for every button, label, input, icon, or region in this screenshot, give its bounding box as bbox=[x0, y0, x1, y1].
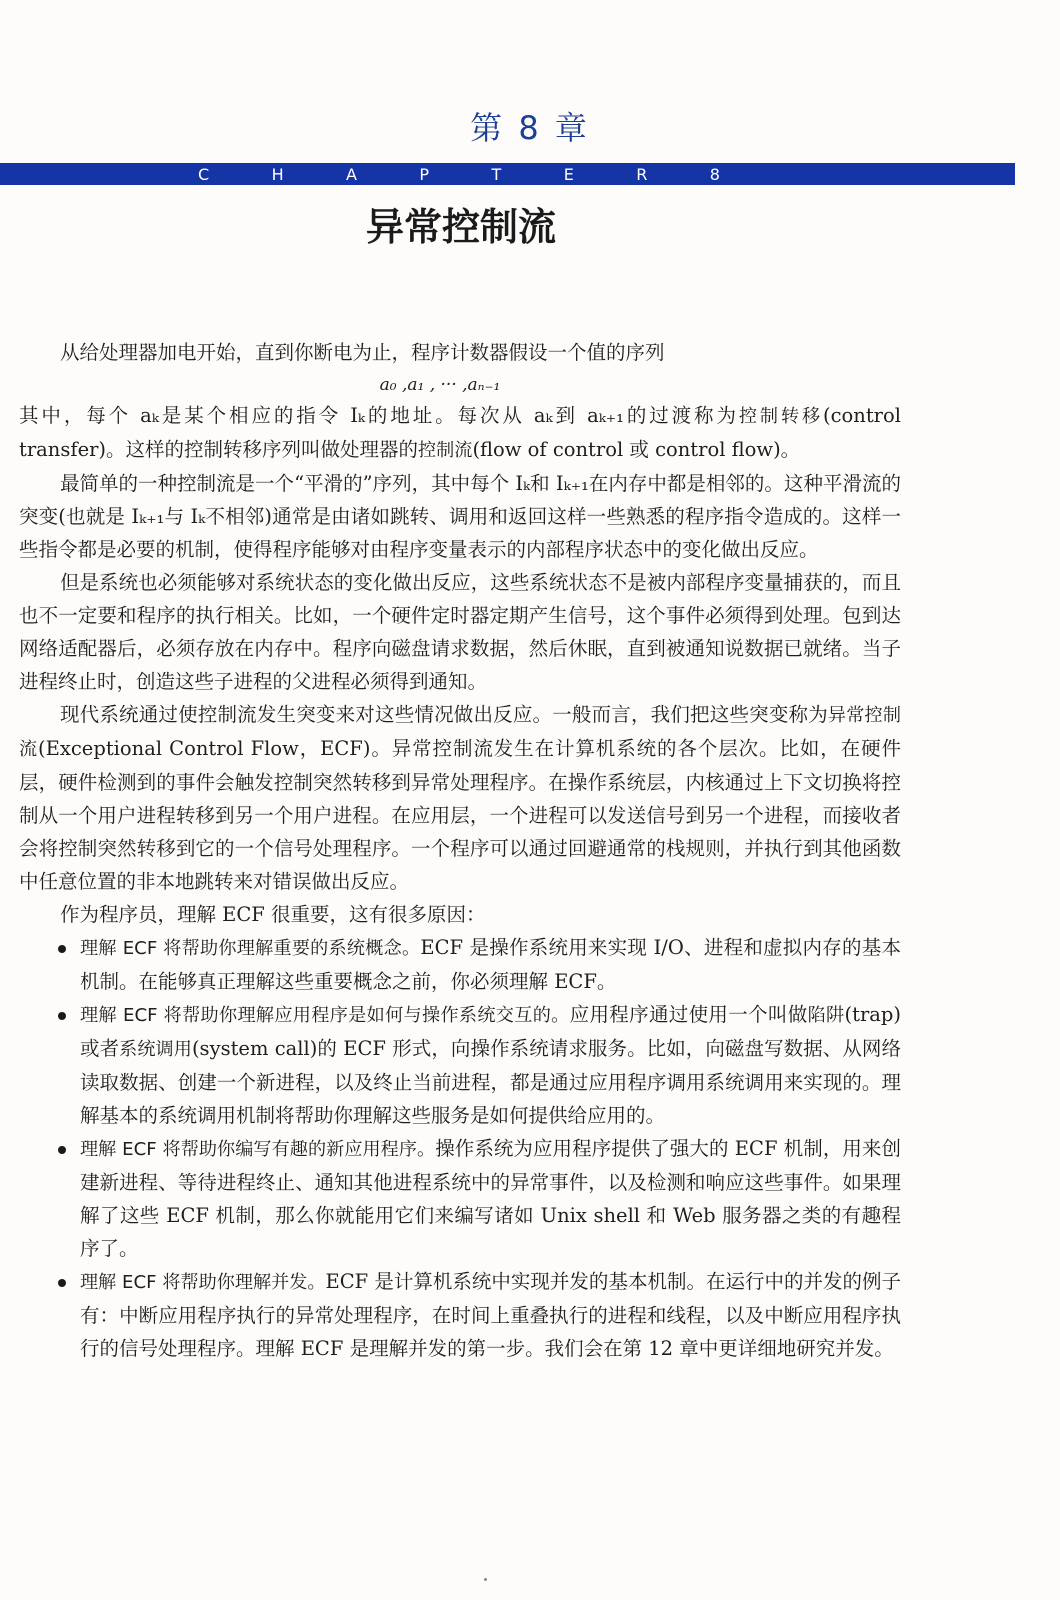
scan-speck bbox=[484, 1578, 487, 1581]
bullet-text: 应用程序通过使用一个叫做 bbox=[569, 1003, 808, 1026]
list-item bbox=[19, 998, 901, 1132]
chapter-banner bbox=[0, 163, 1015, 185]
banner-letter: A bbox=[346, 164, 357, 184]
bullet-lead: 理解 ECF 将帮助你编写有趣的新应用程序。 bbox=[80, 1139, 436, 1160]
bullet-lead: 理解 ECF 将帮助你理解重要的系统概念。 bbox=[80, 938, 421, 959]
bullet-text: (system call)的 ECF 形式，向操作系统请求服务。比如，向磁盘写数据、从网络读取数据、创建一个新进程，以及终止当前进程，都是通过应用程序调用系统调用来实现的。理解基本的系统调用机制将帮助你理解这些服务是如何提供给应用的。 bbox=[80, 1037, 901, 1127]
list-item bbox=[19, 1265, 901, 1365]
banner-letter: P bbox=[419, 164, 430, 184]
bullet-text: ECF 是操作系统用来实现 I/O、进程和虚拟内存的基本机制。在能够真正理解这些重要概念之前，你必须理解 ECF。 bbox=[80, 936, 901, 993]
list-item bbox=[19, 1132, 901, 1265]
list-item bbox=[19, 931, 901, 998]
bullet-text: ECF 是计算机系统中实现并发的基本机制。在运行中的并发的例子有：中断应用程序执行的异常处理程序，在时间上重叠执行的进程和线程，以及中断应用程序执行的信号处理程序。理解 ECF 是理解并发的第一步。我们会在第 12 章中更详细地研究并发。 bbox=[80, 1270, 901, 1360]
term-control-flow: 控制流 bbox=[418, 440, 473, 461]
banner-letter: 8 bbox=[709, 164, 720, 184]
text-span: 其中，每个 aₖ是某个相应的指令 Iₖ的地址。每次从 aₖ到 aₖ₊₁的过渡称为 bbox=[19, 404, 739, 427]
reasons-list bbox=[19, 931, 901, 1365]
bullet-text: (trap)或者 bbox=[80, 1003, 901, 1060]
chapter-number: 第 8 章 bbox=[470, 109, 590, 147]
bullet-icon bbox=[58, 1146, 66, 1154]
sequence-formula: a₀ ,a₁ , ··· ,aₙ₋₁ bbox=[379, 375, 501, 395]
text-span: (flow of control 或 control flow)。 bbox=[472, 438, 801, 461]
text-span: 现代系统通过使控制流发生突变来对这些情况做出反应。一般而言，我们把这些突变称为 bbox=[59, 703, 828, 726]
chapter-title: 异常控制流 bbox=[365, 204, 556, 249]
paragraph: 作为程序员，理解 ECF 很重要，这有很多原因： bbox=[59, 903, 486, 926]
bullet-lead: 理解 ECF 将帮助你理解应用程序是如何与操作系统交互的。 bbox=[80, 1005, 570, 1026]
paragraph bbox=[19, 399, 901, 467]
paragraph: 最简单的一种控制流是一个“平滑的”序列，其中每个 Iₖ和 Iₖ₊₁在内存中都是相邻的。这种平滑流的突变(也就是 Iₖ₊₁与 Iₖ不相邻)通常是由诸如跳转、调用和返回这样一些熟悉的程序指令造成的。这样一些指令都是必要的机制，使得程序能够对由程序变量表示的内部程序状态中的变化做出反应。 bbox=[19, 472, 901, 561]
bullet-icon bbox=[58, 1279, 66, 1287]
banner-letter: C bbox=[198, 164, 210, 184]
bullet-lead: 理解 ECF 将帮助你理解并发。 bbox=[80, 1272, 326, 1293]
bullet-icon bbox=[58, 1012, 66, 1020]
paragraph: 从给处理器加电开始，直到你断电为止，程序计数器假设一个值的序列 bbox=[59, 341, 665, 364]
text-span: (control transfer)。这样的控制转移序列叫做处理器的 bbox=[19, 404, 901, 461]
body-text bbox=[19, 336, 901, 1365]
chapter-banner-letters bbox=[198, 165, 720, 184]
term-system-call: 系统调用 bbox=[119, 1039, 192, 1060]
term-trap: 陷阱 bbox=[807, 1005, 845, 1026]
bullet-text: 操作系统为应用程序提供了强大的 ECF 机制，用来创建新进程、等待进程终止、通知其他进程系统中的异常事件，以及检测和响应这些事件。如果理解了这些 ECF 机制，那么你就能用它们来编写诸如 Unix shell 和 Web 服务器之类的有趣程序了。 bbox=[80, 1137, 901, 1260]
term-control-transfer: 控制转移 bbox=[738, 406, 824, 427]
banner-letter: R bbox=[636, 164, 648, 184]
bullet-icon bbox=[58, 945, 66, 953]
paragraph: 但是系统也必须能够对系统状态的变化做出反应，这些系统状态不是被内部程序变量捕获的，而且也不一定要和程序的执行相关。比如，一个硬件定时器定期产生信号，这个事件必须得到处理。包到达网络适配器后，必须存放在内存中。程序向磁盘请求数据，然后休眠，直到被通知说数据已就绪。当子进程终止时，创造这些子进程的父进程必须得到通知。 bbox=[19, 571, 901, 693]
banner-letter: H bbox=[271, 164, 284, 184]
banner-letter: T bbox=[491, 164, 502, 184]
paragraph bbox=[19, 698, 901, 898]
banner-letter: E bbox=[563, 164, 574, 184]
term-ecf: 异常控制流 bbox=[19, 705, 901, 760]
text-span: (Exceptional Control Flow，ECF)。异常控制流发生在计算机系统的各个层次。比如，在硬件层，硬件检测到的事件会触发控制突然转移到异常处理程序。在操作系统层，内核通过上下文切换将控制从一个用户进程转移到另一个用户进程。在应用层，一个进程可以发送信号到另一个进程，而接收者会将控制突然转移到它的一个信号处理程序。一个程序可以通过回避通常的栈规则，并执行到其他函数中任意位置的非本地跳转来对错误做出反应。 bbox=[19, 737, 901, 893]
